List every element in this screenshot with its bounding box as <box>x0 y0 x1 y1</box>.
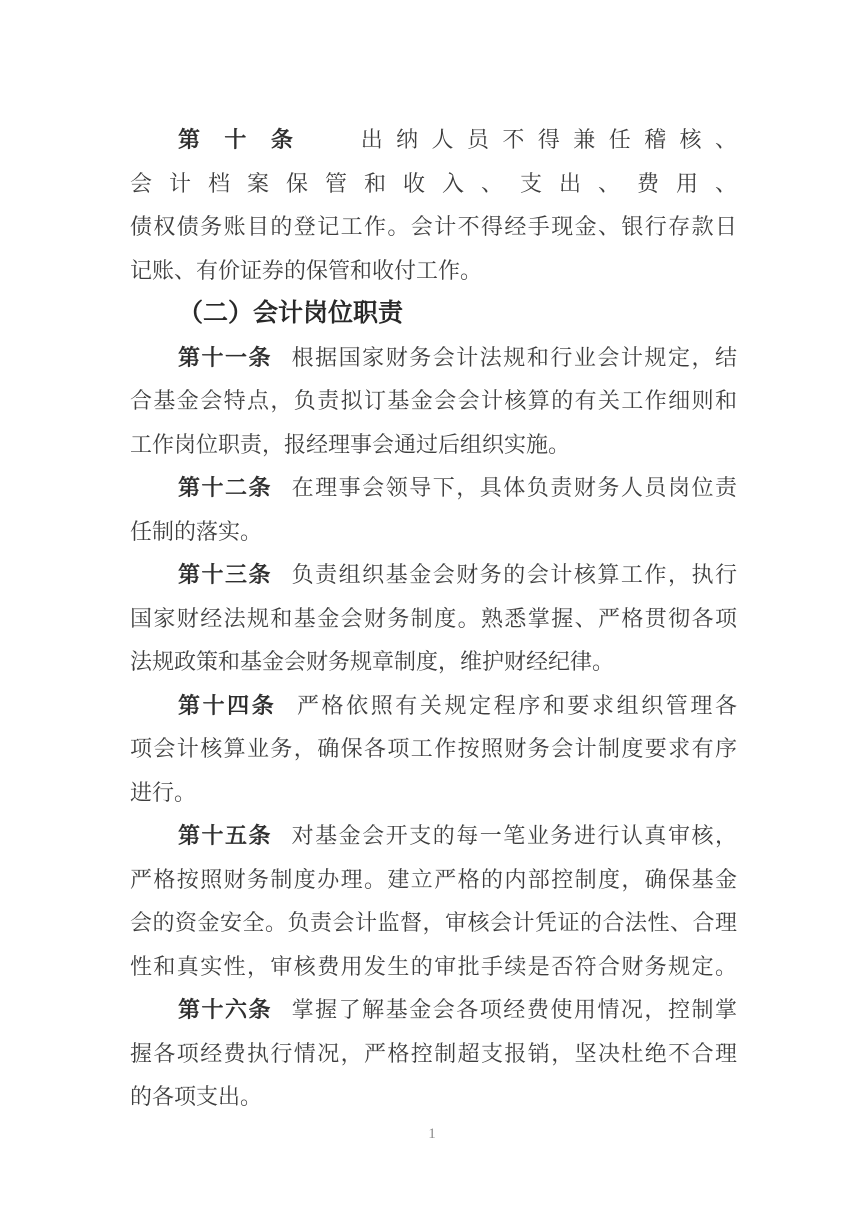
line-text: 国家财经法规和基金会财务制度。熟悉掌握、严格贯彻各项 <box>130 605 737 631</box>
line-text: 任制的落实。 <box>130 518 263 544</box>
article-line <box>130 379 737 423</box>
line-text: 严格按照财务制度办理。建立严格的内部控制度，确保基金 <box>130 866 737 892</box>
article-line <box>130 597 737 641</box>
article-number-label: 第十条 <box>178 127 318 152</box>
article-line <box>130 771 737 815</box>
article-number-label: 第十二条 <box>178 475 273 500</box>
article-line <box>130 510 737 554</box>
line-text: 工作岗位职责，报经理事会通过后组织实施。 <box>130 431 571 457</box>
line-text: 记账、有价证券的保管和收付工作。 <box>130 257 483 283</box>
line-text: 债权债务账目的登记工作。会计不得经手现金、银行存款日 <box>130 214 737 239</box>
article-line <box>130 727 737 771</box>
line-text: 的各项支出。 <box>130 1084 263 1109</box>
line-text: 合基金会特点，负责拟订基金会会计核算的有关工作细则和 <box>130 388 737 413</box>
article-line <box>130 162 737 206</box>
article-line <box>130 249 737 293</box>
section-heading: （二）会计岗位职责 <box>178 299 404 327</box>
article-line <box>130 423 737 467</box>
article-number-label: 第十三条 <box>178 562 273 587</box>
line-text: 根据国家财务会计法规和行业会计规定，结 <box>290 344 737 370</box>
line-text: 会的资金安全。负责会计监督，审核会计凭证的合法性、合理 <box>130 910 737 935</box>
article-15 <box>130 814 737 988</box>
article-line <box>130 553 737 597</box>
article-11 <box>130 336 737 467</box>
article-line <box>130 945 737 989</box>
article-line <box>130 205 737 249</box>
article-line <box>130 684 737 728</box>
line-text: 握各项经费执行情况，严格控制超支报销，坚决杜绝不合理 <box>130 1040 737 1066</box>
line-text: 掌握了解基金会各项经费使用情况，控制掌 <box>290 997 737 1022</box>
line-text: 出纳人员不得兼任稽核、 <box>347 127 737 152</box>
line-text: 负责组织基金会财务的会计核算工作，执行 <box>290 562 737 587</box>
article-line <box>130 988 737 1032</box>
line-text: 性和真实性，审核费用发生的审批手续是否符合财务规定。 <box>130 953 737 979</box>
article-number-label: 第十六条 <box>178 997 273 1022</box>
article-line <box>130 814 737 858</box>
line-text: 进行。 <box>130 779 197 805</box>
article-line <box>130 1032 737 1076</box>
line-text: 项会计核算业务，确保各项工作按照财务会计制度要求有序 <box>130 736 737 761</box>
article-line <box>130 901 737 945</box>
line-text: 对基金会开支的每一笔业务进行认真审核， <box>290 823 737 848</box>
page-number: 1 <box>428 1126 436 1142</box>
article-number-label: 第十四条 <box>178 692 277 718</box>
article-line <box>130 858 737 902</box>
line-text: 在理事会领导下，具体负责财务人员岗位责 <box>290 475 737 500</box>
article-12 <box>130 466 737 553</box>
article-line <box>130 336 737 380</box>
article-line <box>130 466 737 510</box>
article-number-label: 第十一条 <box>178 344 273 370</box>
line-text: 严格依照有关规定程序和要求组织管理各 <box>294 692 737 718</box>
line-text: 会计档案保管和收入、支出、费用、 <box>130 170 737 196</box>
article-13 <box>130 553 737 684</box>
article-number-label: 第十五条 <box>178 823 273 848</box>
line-text: 法规政策和基金会财务规章制度，维护财经纪律。 <box>130 649 615 674</box>
article-line <box>130 1075 737 1119</box>
article-16 <box>130 988 737 1119</box>
article-10 <box>130 118 737 292</box>
article-line <box>130 640 737 684</box>
article-line <box>130 118 737 162</box>
article-14 <box>130 684 737 815</box>
